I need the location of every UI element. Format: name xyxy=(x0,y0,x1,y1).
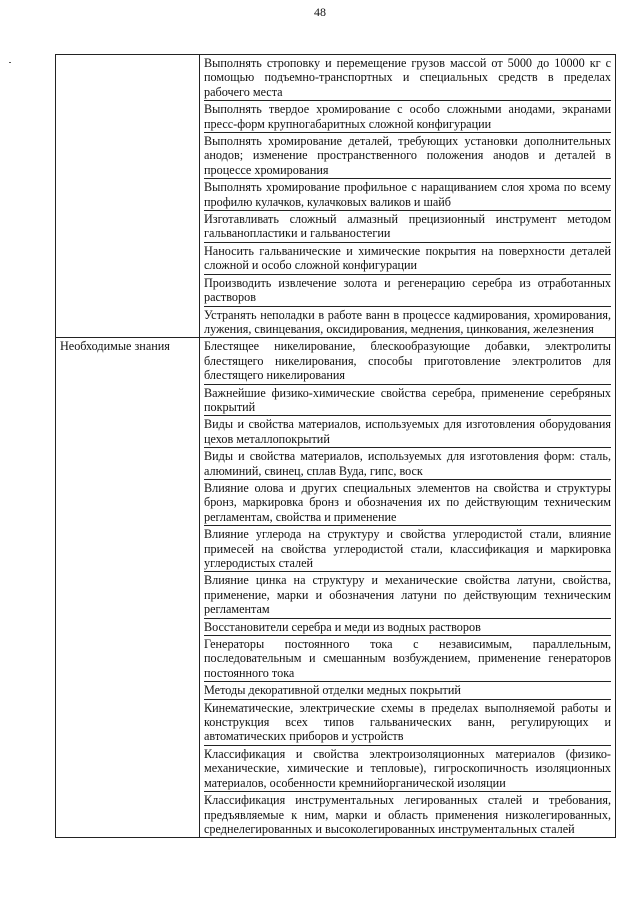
list-item: Выполнять хромирование деталей, требующих установки дополнительных анодов; изменение пространственного положения анодов и деталей в процессе хромирования xyxy=(204,133,611,179)
requirements-table xyxy=(55,54,616,838)
list-item: Влияние углерода на структуру и свойства углеродистой стали, влияние примесей на свойства углеродистой стали, классификация и маркировка углеродистых сталей xyxy=(204,526,611,572)
list-item: Кинематические, электрические схемы в пределах выполняемой работы и конструкция всех типов гальванических ванн, регулирующих и автоматических приборов и устройств xyxy=(204,700,611,746)
row-label xyxy=(56,55,200,337)
list-item: Классификация инструментальных легированных сталей и требования, предъявляемые к ним, марки и область применения низколегированных, среднелегированных и высоколегированных инструментальных сталей xyxy=(204,793,611,836)
list-item: Методы декоративной отделки медных покрытий xyxy=(204,682,611,699)
list-item: Влияние цинка на структуру и механические свойства латуни, свойства, применение, марки и обозначения латуни по действующим техническим регламентам xyxy=(204,572,611,618)
list-item: Наносить гальванические и химические покрытия на поверхности деталей сложной и особо сложной конфигурации xyxy=(204,243,611,275)
row-label: Необходимые знания xyxy=(56,338,200,837)
page-number: 48 xyxy=(314,5,326,19)
list-item: Важнейшие физико-химические свойства серебра, применение серебряных покрытий xyxy=(204,385,611,417)
list-item: Влияние олова и других специальных элементов на свойства и структуры бронз, маркировка бронз и обозначения их по действующим техническим регламентам, свойства и применение xyxy=(204,480,611,526)
list-item: Выполнять строповку и перемещение грузов массой от 5000 до 10000 кг с помощью подъемно-транспортных и специальных средств в пределах рабочего места xyxy=(204,55,611,101)
list-item: Восстановители серебра и меди из водных растворов xyxy=(204,619,611,636)
row-items xyxy=(200,338,616,837)
table-row xyxy=(56,338,616,838)
list-item: Выполнять хромирование профильное с наращиванием слоя хрома по всему профилю кулачков, кулачковых валиков и шайб xyxy=(204,179,611,211)
row-items xyxy=(200,55,616,337)
list-item: Генераторы постоянного тока с независимым, параллельным, последовательным и смешанным возбуждением, применение генераторов постоянного тока xyxy=(204,636,611,682)
list-item: Производить извлечение золота и регенерацию серебра из отработанных растворов xyxy=(204,275,611,307)
table-row xyxy=(56,55,616,338)
list-item: Виды и свойства материалов, используемых для изготовления оборудования цехов металлопокрытий xyxy=(204,416,611,448)
list-item: Изготавливать сложный алмазный прецизионный инструмент методом гальванопластики и гальваностегии xyxy=(204,211,611,243)
list-item: Блестящее никелирование, блескообразующие добавки, электролиты блестящего никелирования, способы приготовление электролитов для блестящего никелирования xyxy=(204,338,611,384)
list-item: Выполнять твердое хромирование с особо сложными анодами, экранами пресс-форм крупногабаритных сложной конфигурации xyxy=(204,101,611,133)
list-item: Устранять неполадки в работе ванн в процессе кадмирования, хромирования, лужения, свинцевания, оксидирования, меднения, цинкования, железнения xyxy=(204,307,611,336)
list-item: Виды и свойства материалов, используемых для изготовления форм: сталь, алюминий, свинец, сплав Вуда, гипс, воск xyxy=(204,448,611,480)
scan-mark xyxy=(9,62,11,63)
list-item: Классификация и свойства электроизоляционных материалов (физико-механические, химические и тепловые), гигроскопичность изоляционных материалов, особенности кремнийорганической изоляции xyxy=(204,746,611,792)
